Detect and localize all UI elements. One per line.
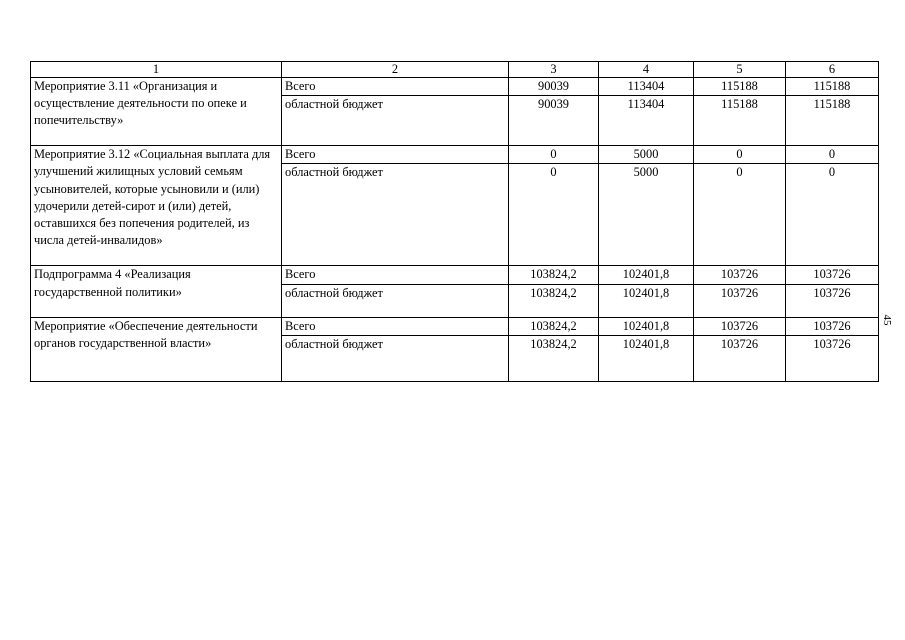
value-cell: 102401,8 <box>599 317 694 335</box>
column-header: 2 <box>282 62 509 78</box>
column-header: 1 <box>31 62 282 78</box>
value-cell: 113404 <box>599 96 694 146</box>
value-cell: 103824,2 <box>509 284 599 317</box>
funding-source-cell: областной бюджет <box>282 164 509 266</box>
value-cell: 0 <box>509 146 599 164</box>
column-header: 4 <box>599 62 694 78</box>
subprogram-name-cell: Подпрограмма 4 «Реализация государственной политики» <box>31 266 282 317</box>
value-cell: 90039 <box>509 78 599 96</box>
funding-source-cell: областной бюджет <box>282 96 509 146</box>
value-cell: 115188 <box>786 78 879 96</box>
column-header: 3 <box>509 62 599 78</box>
value-cell: 103726 <box>786 284 879 317</box>
value-cell: 103726 <box>786 266 879 284</box>
table-row <box>31 78 879 96</box>
value-cell: 103726 <box>694 266 786 284</box>
value-cell: 115188 <box>694 78 786 96</box>
value-cell: 103824,2 <box>509 266 599 284</box>
measure-name-cell: Мероприятие 3.11 «Организация и осуществление деятельности по опеке и попечительству» <box>31 78 282 146</box>
value-cell: 0 <box>694 164 786 266</box>
funding-source-cell: Всего <box>282 146 509 164</box>
value-cell: 115188 <box>694 96 786 146</box>
column-header: 6 <box>786 62 879 78</box>
budget-table <box>30 61 879 382</box>
value-cell: 90039 <box>509 96 599 146</box>
value-cell: 103824,2 <box>509 317 599 335</box>
value-cell: 113404 <box>599 78 694 96</box>
table-header-row <box>31 62 879 78</box>
value-cell: 103726 <box>694 317 786 335</box>
value-cell: 0 <box>786 164 879 266</box>
value-cell: 103824,2 <box>509 335 599 381</box>
value-cell: 0 <box>694 146 786 164</box>
value-cell: 102401,8 <box>599 266 694 284</box>
value-cell: 103726 <box>694 284 786 317</box>
measure-name-cell: Мероприятие «Обеспечение деятельности органов государственной власти» <box>31 317 282 381</box>
value-cell: 103726 <box>786 317 879 335</box>
funding-source-cell: областной бюджет <box>282 284 509 317</box>
value-cell: 0 <box>509 164 599 266</box>
value-cell: 5000 <box>599 164 694 266</box>
value-cell: 102401,8 <box>599 284 694 317</box>
page-number: 45 <box>881 314 893 326</box>
value-cell: 0 <box>786 146 879 164</box>
funding-source-cell: Всего <box>282 78 509 96</box>
funding-source-cell: Всего <box>282 317 509 335</box>
measure-name-cell: Мероприятие 3.12 «Социальная выплата для улучшений жилищных условий семьям усыновителей, которые усыновили и (или) удочерили детей-сирот и (или) детей, оставшихся без попечения родителей, из числа детей-инвалидов» <box>31 146 282 266</box>
value-cell: 115188 <box>786 96 879 146</box>
table-row <box>31 146 879 164</box>
value-cell: 103726 <box>786 335 879 381</box>
value-cell: 5000 <box>599 146 694 164</box>
column-header: 5 <box>694 62 786 78</box>
value-cell: 103726 <box>694 335 786 381</box>
funding-source-cell: Всего <box>282 266 509 284</box>
funding-source-cell: областной бюджет <box>282 335 509 381</box>
table-row <box>31 266 879 284</box>
value-cell: 102401,8 <box>599 335 694 381</box>
table-row <box>31 317 879 335</box>
